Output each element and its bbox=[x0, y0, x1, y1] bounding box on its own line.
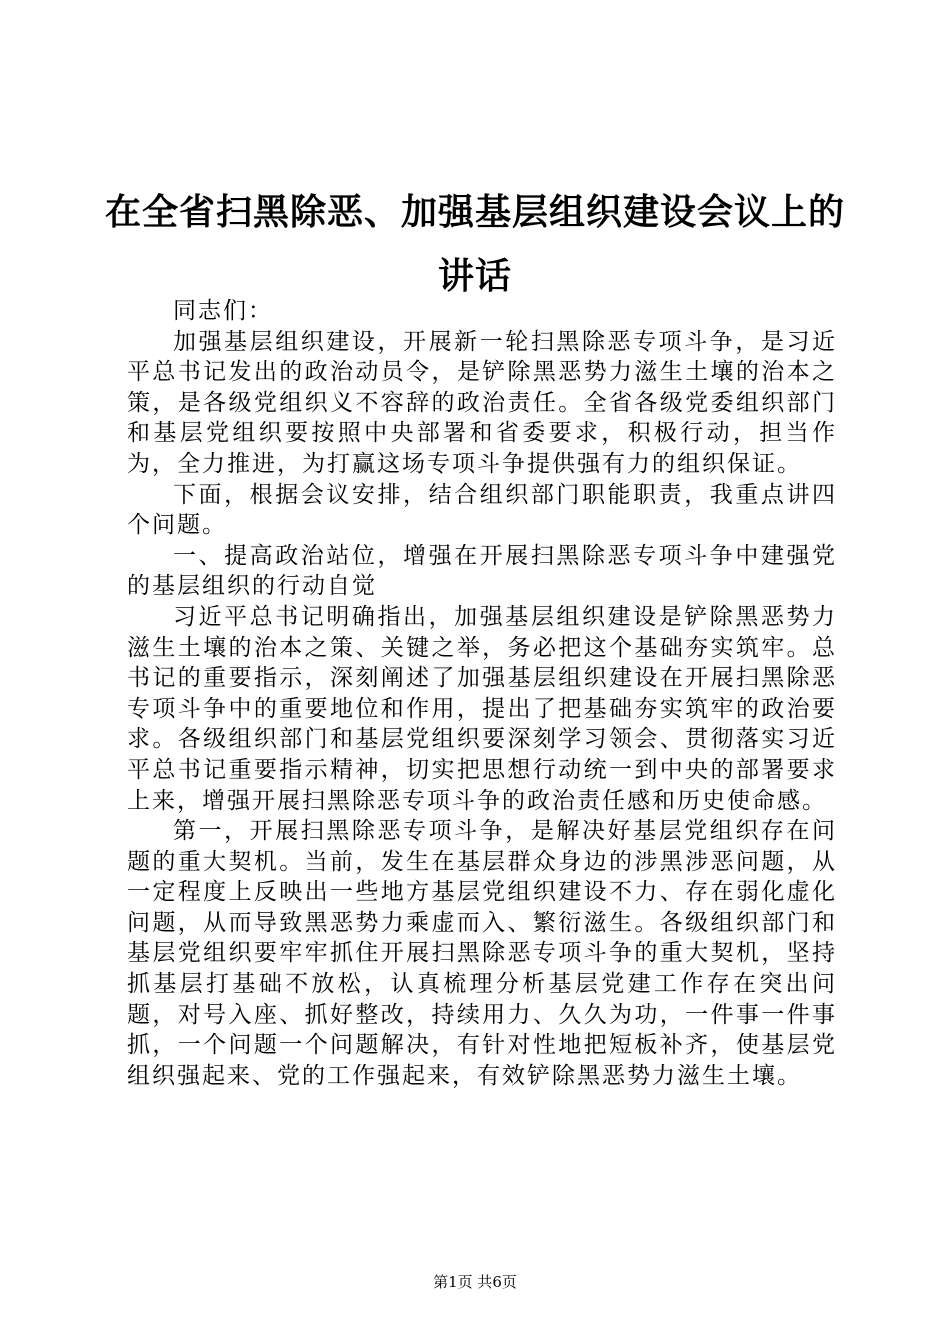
paragraph-2: 下面，根据会议安排，结合组织部门职能职责，我重点讲四个问题。 bbox=[127, 481, 837, 539]
document-body bbox=[127, 296, 837, 1091]
paragraph-1: 加强基层组织建设，开展新一轮扫黑除恶专项斗争，是习近平总书记发出的政治动员令，是铲除黑恶势力滋生土壤的治本之策，是各级党组织义不容辞的政治责任。全省各级党委组织部门和基层党组织要按照中央部署和省委要求，积极行动，担当作为，全力推进，为打赢这场专项斗争提供强有力的组织保证。 bbox=[127, 328, 837, 477]
title-line-2: 讲话 bbox=[437, 255, 512, 297]
page-number-label: 第1页 共6页 bbox=[433, 1273, 517, 1291]
title-line-1: 在全省扫黑除恶、加强基层组织建设会议上的 bbox=[104, 191, 845, 233]
salutation: 同志们： bbox=[173, 298, 273, 324]
paragraph-3: 习近平总书记明确指出，加强基层组织建设是铲除黑恶势力滋生土壤的治本之策、关键之举，务必把这个基础夯实筑牢。总书记的重要指示，深刻阐述了加强基层组织建设在开展扫黑除恶专项斗争中的重要地位和作用，提出了把基础夯实筑牢的政治要求。各级组织部门和基层党组织要深刻学习领会、贯彻落实习近平总书记重要指示精神，切实把思想行动统一到中央的部署要求上来，增强开展扫黑除恶专项斗争的政治责任感和历史使命感。 bbox=[127, 603, 837, 814]
document-title bbox=[100, 180, 850, 308]
paragraph-4: 第一，开展扫黑除恶专项斗争，是解决好基层党组织存在问题的重大契机。当前，发生在基层群众身边的涉黑涉恶问题，从一定程度上反映出一些地方基层党组织建设不力、存在弱化虚化问题，从而导致黑恶势力乘虚而入、繁衍滋生。各级组织部门和基层党组织要牢牢抓住开展扫黑除恶专项斗争的重大契机，坚持抓基层打基础不放松，认真梳理分析基层党建工作存在突出问题，对号入座、抓好整改，持续用力、久久为功，一件事一件事抓，一个问题一个问题解决，有针对性地把短板补齐，使基层党组织强起来、党的工作强起来，有效铲除黑恶势力滋生土壤。 bbox=[127, 818, 837, 1089]
section-heading-1: 一、提高政治站位，增强在开展扫黑除恶专项斗争中建强党的基层组织的行动自觉 bbox=[127, 542, 837, 600]
page-footer bbox=[0, 1272, 950, 1292]
